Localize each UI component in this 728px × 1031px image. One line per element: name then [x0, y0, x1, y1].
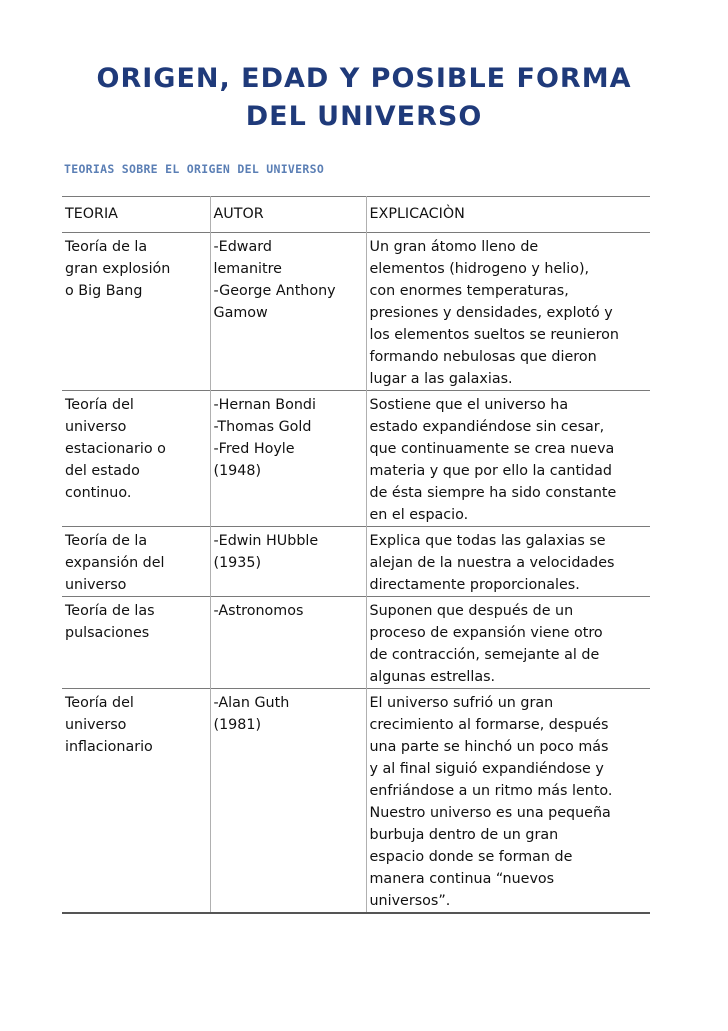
cell-explicacion — [366, 689, 650, 914]
cell-teoria-line: Teoría del — [65, 695, 134, 711]
cell-explicacion-line: algunas estrellas. — [369, 669, 496, 685]
cell-explicacion-line: lugar a las galaxias. — [369, 371, 513, 387]
cell-teoria-line: del estado — [65, 463, 140, 479]
cell-autor-line: (1935) — [213, 555, 262, 571]
page-title-line-1: ORIGEN, EDAD Y POSIBLE FORMA — [96, 63, 632, 94]
cell-teoria-line: Teoría de la — [65, 239, 148, 255]
cell-explicacion-line: una parte se hinchó un poco más — [369, 739, 609, 755]
cell-teoria — [62, 391, 210, 527]
header-autor: AUTOR — [210, 197, 366, 233]
cell-explicacion — [366, 391, 650, 527]
cell-teoria-line: universo — [65, 717, 127, 733]
table-body — [62, 233, 650, 914]
table-row — [62, 527, 650, 597]
cell-explicacion-line: proceso de expansión viene otro — [369, 625, 603, 641]
section-subtitle: TEORIAS SOBRE EL ORIGEN DEL UNIVERSO — [64, 162, 325, 176]
cell-explicacion-line: Sostiene que el universo ha — [369, 397, 569, 413]
cell-explicacion-line: en el espacio. — [369, 507, 469, 523]
cell-teoria — [62, 689, 210, 914]
cell-teoria-line: estacionario o — [65, 441, 166, 457]
cell-autor — [210, 391, 366, 527]
cell-teoria-line: Teoría de las — [65, 603, 155, 619]
table-row — [62, 597, 650, 689]
page-title — [60, 60, 668, 136]
cell-explicacion-line: Nuestro universo es una pequeña — [369, 805, 611, 821]
cell-explicacion-line: Explica que todas las galaxias se — [369, 533, 606, 549]
cell-autor-line: -Edward — [213, 239, 272, 255]
cell-explicacion-line: universos”. — [369, 893, 451, 909]
cell-autor — [210, 689, 366, 914]
cell-autor-line: -Alan Guth — [213, 695, 290, 711]
cell-autor — [210, 527, 366, 597]
cell-explicacion-line: manera continua “nuevos — [369, 871, 555, 887]
table-row — [62, 689, 650, 914]
cell-explicacion-line: de ésta siempre ha sido constante — [369, 485, 617, 501]
cell-teoria-line: o Big Bang — [65, 283, 143, 299]
cell-autor-line: -Hernan Bondi — [213, 397, 316, 413]
cell-teoria — [62, 527, 210, 597]
cell-autor — [210, 597, 366, 689]
cell-autor-line: (1981) — [213, 717, 262, 733]
table-row — [62, 233, 650, 391]
cell-teoria — [62, 597, 210, 689]
cell-teoria-line: inflacionario — [65, 739, 153, 755]
cell-autor-line: (1948) — [213, 463, 262, 479]
cell-teoria-line: universo — [65, 577, 127, 593]
cell-explicacion-line: materia y que por ello la cantidad — [369, 463, 612, 479]
cell-autor — [210, 233, 366, 391]
cell-autor-line: -Astronomos — [213, 603, 304, 619]
cell-explicacion-line: enfriándose a un ritmo más lento. — [369, 783, 613, 799]
header-teoria: TEORIA — [65, 206, 118, 222]
cell-explicacion-line: burbuja dentro de un gran — [369, 827, 559, 843]
cell-autor-line: lemanitre — [213, 261, 282, 277]
cell-teoria — [62, 233, 210, 391]
cell-explicacion-line: formando nebulosas que dieron — [369, 349, 597, 365]
cell-explicacion — [366, 233, 650, 391]
cell-explicacion — [366, 527, 650, 597]
table-row — [62, 391, 650, 527]
cell-teoria-line: pulsaciones — [65, 625, 150, 641]
cell-explicacion-line: con enormes temperaturas, — [369, 283, 569, 299]
cell-teoria-line: gran explosión — [65, 261, 171, 277]
cell-explicacion-line: directamente proporcionales. — [369, 577, 580, 593]
cell-autor-line: -Fred Hoyle — [213, 441, 295, 457]
cell-autor-line: -George Anthony — [213, 283, 336, 299]
cell-explicacion-line: los elementos sueltos se reunieron — [369, 327, 619, 343]
cell-explicacion-line: de contracción, semejante al de — [369, 647, 600, 663]
cell-explicacion-line: que continuamente se crea nueva — [369, 441, 615, 457]
cell-explicacion-line: crecimiento al formarse, después — [369, 717, 609, 733]
cell-explicacion-line: Suponen que después de un — [369, 603, 574, 619]
theories-table — [62, 196, 650, 914]
cell-explicacion — [366, 597, 650, 689]
cell-teoria-line: universo — [65, 419, 127, 435]
page-title-line-2: DEL UNIVERSO — [245, 101, 483, 132]
cell-autor-line: -Thomas Gold — [213, 419, 312, 435]
cell-teoria-line: Teoría de la — [65, 533, 148, 549]
cell-explicacion-line: elementos (hidrogeno y helio), — [369, 261, 590, 277]
table-header-row — [62, 197, 650, 233]
cell-explicacion-line: Un gran átomo lleno de — [369, 239, 539, 255]
cell-explicacion-line: estado expandiéndose sin cesar, — [369, 419, 605, 435]
cell-explicacion-line: El universo sufrió un gran — [369, 695, 554, 711]
cell-explicacion-line: espacio donde se forman de — [369, 849, 573, 865]
cell-explicacion-line: y al final siguió expandiéndose y — [369, 761, 604, 777]
cell-explicacion-line: presiones y densidades, explotó y — [369, 305, 613, 321]
cell-teoria-line: expansión del — [65, 555, 165, 571]
cell-teoria-line: continuo. — [65, 485, 132, 501]
cell-autor-line: Gamow — [213, 305, 268, 321]
cell-explicacion-line: alejan de la nuestra a velocidades — [369, 555, 615, 571]
header-explicacion: EXPLICACIÒN — [366, 197, 650, 233]
cell-autor-line: -Edwin HUbble — [213, 533, 319, 549]
cell-teoria-line: Teoría del — [65, 397, 134, 413]
